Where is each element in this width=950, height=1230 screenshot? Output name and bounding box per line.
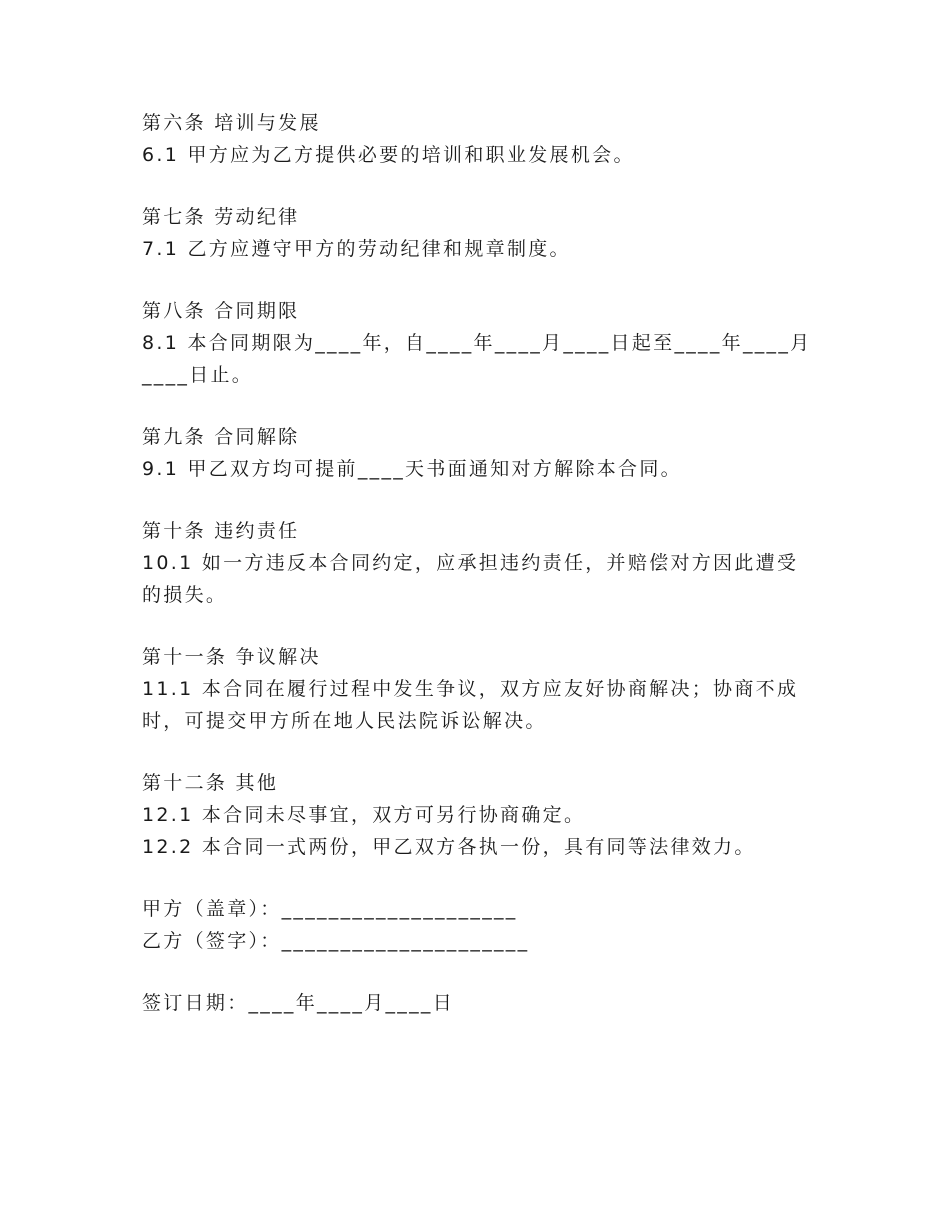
contract-page [142,107,822,1019]
clause-text: 10.1 如一方违反本合同约定，应承担违约责任，并赔偿对方因此遭受 [142,552,799,574]
clause-text: 8.1 本合同期限为____年，自____年____月____日起至____年____月 [142,332,812,354]
clause-text: 12.1 本合同未尽事宜，双方可另行协商确定。 [142,804,586,826]
section-article-7 [142,201,822,265]
party-b-signature-line: 乙方（签字）：_____________________ [142,930,530,952]
section-heading: 第八条 合同期限 [142,300,300,322]
section-article-12 [142,767,822,863]
clause-text: 时，可提交甲方所在地人民法院诉讼解决。 [142,710,547,732]
section-article-11 [142,641,822,737]
clause-text: 7.1 乙方应遵守甲方的劳动纪律和规章制度。 [142,238,571,260]
section-heading: 第七条 劳动纪律 [142,206,300,228]
section-heading: 第六条 培训与发展 [142,112,321,134]
section-heading: 第十一条 争议解决 [142,646,321,668]
clause-text: 9.1 甲乙双方均可提前____天书面通知对方解除本合同。 [142,458,682,480]
clause-text: 的损失。 [142,584,228,606]
section-heading: 第十条 违约责任 [142,520,300,542]
clause-text: ____日止。 [142,364,254,386]
sign-date-block [142,987,822,1019]
section-article-10 [142,515,822,611]
section-article-9 [142,421,822,485]
section-heading: 第十二条 其他 [142,772,279,794]
signature-block [142,893,822,957]
party-a-seal-line: 甲方（盖章）：____________________ [142,898,518,920]
clause-text: 6.1 甲方应为乙方提供必要的培训和职业发展机会。 [142,144,635,166]
clause-text: 12.2 本合同一式两份，甲乙双方各执一份，具有同等法律效力。 [142,836,756,858]
section-article-6 [142,107,822,171]
section-heading: 第九条 合同解除 [142,426,300,448]
clause-text: 11.1 本合同在履行过程中发生争议，双方应友好协商解决；协商不成 [142,678,799,700]
sign-date-line: 签订日期：____年____月____日 [142,992,455,1014]
section-article-8 [142,295,822,391]
